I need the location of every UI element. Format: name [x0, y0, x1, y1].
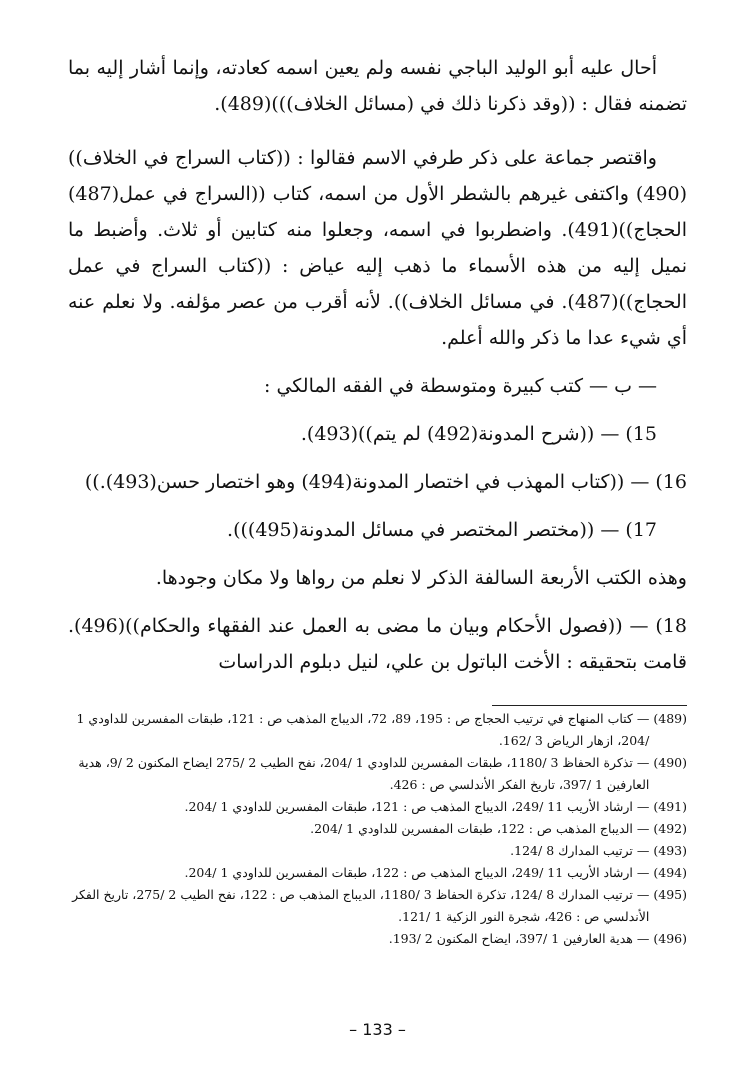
paragraph-summary: وهذه الكتب الأربعة السالفة الذكر لا نعلم من رواها ولا مكان وجودها. [155, 567, 687, 589]
paragraph-1: أحال عليه أبو الوليد الباجي نفسه ولم يعين اسمه كعادته، وإنما أشار إليه بما تضمنه فقال : ((وقد ذكرنا ذلك في (مسائل الخلاف)))(489). [68, 57, 687, 115]
footnote [68, 928, 687, 950]
list-item-16: 16) — ((كتاب المهذب في اختصار المدونة(494) وهو اختصار حسن(493).)) [84, 471, 687, 493]
paragraph-2: واقتصر جماعة على ذكر طرفي الاسم فقالوا : ((كتاب السراج في الخلاف))(490) واكتفى غيرهم بالشطر الأول من اسمه، كتاب ((السراج في عمل(487) الحجاج))(491). واضطربوا في اسمه، وجعلوا منه كتابين أو ثلاث. وأضبط ما نميل إليه من هذه الأسماء ما ذهب إليه عياض : ((كتاب السراج في عمل الحجاج))(487). في مسائل الخلاف)). لأنه أقرب من عصر مؤلفه. ولا نعلم عنه أي شيء عدا ما ذكر والله أعلم. [68, 147, 687, 349]
footnote-number: (495) [653, 887, 687, 902]
footnote-text: — ارشاد الأريب 11 /249، الديباج المذهب ص : 121، طبقات المفسرين للداودي 1 /204. [184, 799, 650, 814]
list-item-15: 15) — ((شرح المدونة(492) لم يتم))(493). [300, 423, 657, 445]
list-item-17: 17) — ((مختصر المختصر في مسائل المدونة(495))). [227, 519, 657, 541]
list-item-18: 18) — ((فصول الأحكام وبيان ما مضى به العمل عند الفقهاء والحكام))(496). قامت بتحقيقه : الأخت الباتول بن علي، لنيل دبلوم الدراسات [68, 615, 687, 673]
footnote [68, 884, 687, 928]
main-text [68, 50, 687, 680]
footnote [68, 840, 687, 862]
section-heading: — ب — كتب كبيرة ومتوسطة في الفقه المالكي : [264, 375, 657, 397]
footnote [68, 752, 687, 796]
footnote-text: — الديباج المذهب ص : 122، طبقات المفسرين للداودي 1 /204. [310, 821, 650, 836]
footnote-text: — كتاب المنهاج في ترتيب الحجاج ص : 195، 89، 72، الديباج المذهب ص : 121، طبقات المفسرين للداودي 1 /204، ازهار الرياض 3 /162. [76, 711, 650, 748]
footnote-number: (496) [653, 931, 687, 946]
footnote-number: (492) [653, 821, 687, 836]
footnote [68, 708, 687, 752]
footnote [68, 818, 687, 840]
footnote-text: — تذكرة الحفاظ 3 /1180، طبقات المفسرين للداودي 1 /204، نفح الطيب 2 /275 ايضاح المكنون 2 /9، هدية العارفين 1 /397، تاريخ الفكر الأندلسي ص : 426. [78, 755, 650, 792]
footnote-text: — ترتيب المدارك 8 /124، تذكرة الحفاظ 3 /1180، الديباج المذهب ص : 122، نفح الطيب 2 /275، تاريخ الفكر الأندلسي ص : 426، شجرة النور الزكية 1 /121. [72, 887, 650, 924]
footnote-number: (490) [653, 755, 687, 770]
page-number: – 133 – [349, 1020, 406, 1039]
footnote-number: (489) [653, 711, 687, 726]
footnote [68, 862, 687, 884]
footnote-number: (493) [653, 843, 687, 858]
footnote [68, 796, 687, 818]
footnote-number: (494) [653, 865, 687, 880]
footnotes [68, 708, 687, 950]
footnote-text: — هدية العارفين 1 /397، ايضاح المكنون 2 /193. [388, 931, 650, 946]
footnote-number: (491) [653, 799, 687, 814]
footnote-text: — ارشاد الأريب 11 /249، الديباج المذهب ص : 122، طبقات المفسرين للداودي 1 /204. [184, 865, 650, 880]
footnote-separator [492, 705, 687, 706]
footnote-text: — ترتيب المدارك 8 /124. [510, 843, 650, 858]
